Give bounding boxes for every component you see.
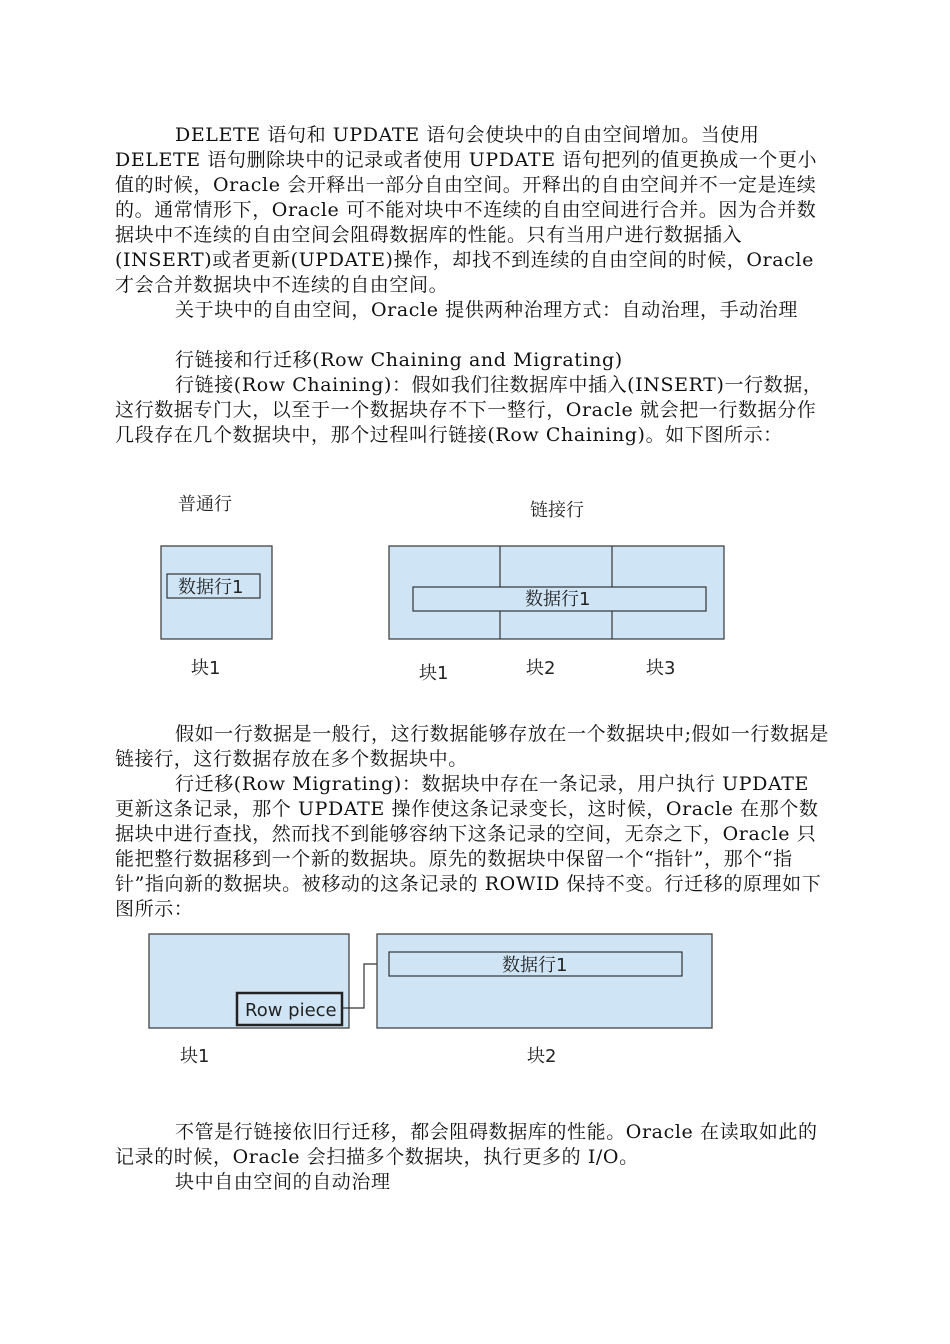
migrated-data-row-label: 数据行1: [502, 955, 568, 976]
paragraph-row-chaining: 行链接(Row Chaining)：假如我们往数据库中插入(INSERT)一行数据，这行数据专门大，以至于一个数据块存不下一整行，Oracle 就会把一行数据分作几段存在几个数据块中，那个过程叫行链接(Row Chaining)。如下图所示：: [115, 374, 823, 446]
caption-normal-row: 普通行: [178, 494, 232, 515]
caption-block: 块2: [527, 1046, 557, 1067]
section-heading-chaining-migrating: 行链接和行迁移(Row Chaining and Migrating): [175, 349, 623, 371]
row-piece-label: Row piece: [245, 1000, 337, 1021]
paragraph-management-modes: 关于块中的自由空间，Oracle 提供两种治理方式：自动治理，手动治理: [175, 299, 798, 321]
chained-data-row-label: 数据行1: [525, 589, 591, 610]
caption-block: 块3: [646, 658, 676, 679]
caption-block: 块2: [526, 658, 556, 679]
paragraph-row-migrating: 行迁移(Row Migrating)：数据块中存在一条记录，用户执行 UPDATE 更新这条记录，那个 UPDATE 操作使这条记录变长，这时候，Oracle 在那个数据块中进行查找，然而找不到能够容纳下这条记录的空间，无奈之下，Oracle 只能把整行数据移到一个新的数据块。原先的数据块中保留一个“指针”，那个“指针”指向新的数据块。被移动的这条记录的 ROWID 保持不变。行迁移的原理如下图所示：: [115, 773, 822, 920]
caption-block: 块1: [419, 663, 449, 684]
caption-block: 块1: [191, 658, 221, 679]
caption-block: 块1: [180, 1046, 210, 1067]
section-heading-auto-management: 块中自由空间的自动治理: [175, 1171, 391, 1193]
paragraph-free-space-increase: DELETE 语句和 UPDATE 语句会使块中的自由空间增加。当使用 DELETE 语句删除块中的记录或者使用 UPDATE 语句把列的值更换成一个更小值的时候，Oracle 会开释出一部分自由空间。开释出的自由空间并不一定是连续的。通常情形下，Oracle 可不能对块中不连续的自由空间进行合并。因为合并数据块中不连续的自由空间会阻碍数据库的性能。只有当用户进行数据插入(INSERT)或者更新(UPDATE)操作，却找不到连续的自由空间的时候，Oracle 才会合并数据块中不连续的自由空间。: [115, 124, 818, 296]
target-block: [377, 934, 712, 1028]
caption-chained-row: 链接行: [530, 500, 584, 521]
paragraph-performance-impact: 不管是行链接依旧行迁移，都会阻碍数据库的性能。Oracle 在读取如此的记录的时候，Oracle 会扫描多个数据块，执行更多的 I/O。: [115, 1121, 818, 1168]
paragraph-normal-vs-chained: 假如一行数据是一般行，这行数据能够存放在一个数据块中;假如一行数据是链接行，这行数据存放在多个数据块中。: [115, 723, 829, 770]
normal-data-row-label: 数据行1: [178, 577, 244, 598]
